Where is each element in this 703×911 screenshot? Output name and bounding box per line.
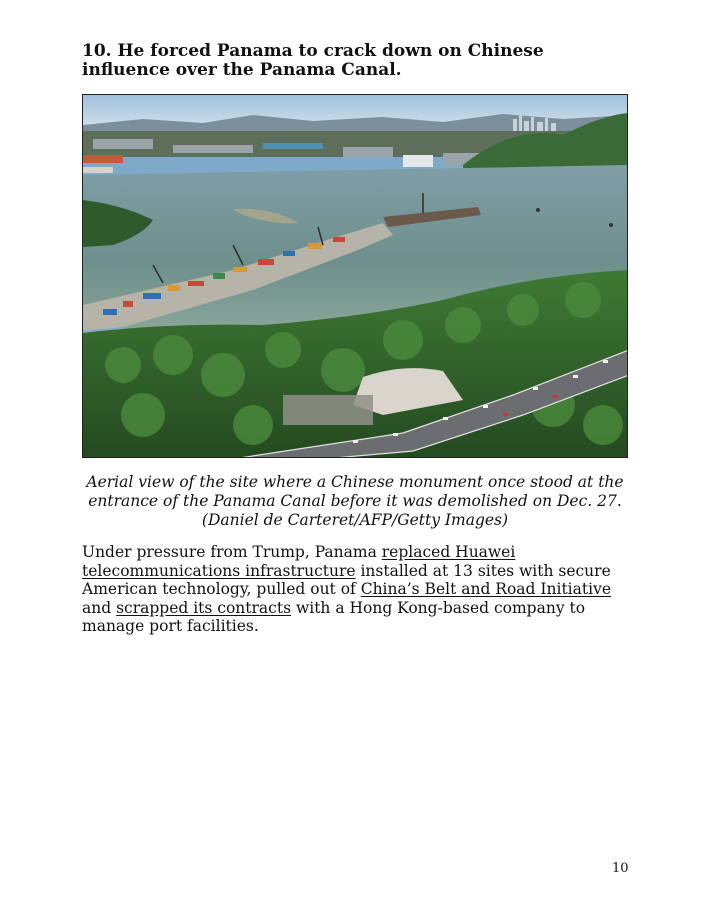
paragraph-text: with a Hong Kong-based company to manage port facilities.	[82, 598, 586, 636]
link-belt-and-road[interactable]: China’s Belt and Road Initiative	[360, 580, 611, 599]
page-number: 10	[612, 861, 629, 876]
section-heading: 10. He forced Panama to crack down on Chinese influence over the Panama Canal.	[82, 41, 544, 80]
body-paragraph	[82, 543, 634, 636]
aerial-photo	[82, 94, 628, 458]
link-scrapped-contracts[interactable]: scrapped its contracts	[116, 598, 292, 617]
caption-credit: (Daniel de Carteret/AFP/Getty Images)	[201, 511, 509, 529]
caption-line: Aerial view of the site where a Chinese monument once stood at the	[86, 473, 624, 491]
link-huawei-infrastructure[interactable]: replaced Huawei telecommunications infrastructure	[82, 543, 516, 580]
paragraph-text: Under pressure from Trump, Panama	[82, 543, 382, 561]
caption-line: entrance of the Panama Canal before it was demolished on Dec. 27.	[88, 492, 622, 510]
aerial-photo-illustration	[83, 95, 628, 458]
photo-caption	[82, 473, 628, 530]
paragraph-text: installed at 13 sites with secure American technology, pulled out of	[82, 561, 611, 599]
paragraph-text: and	[82, 598, 117, 617]
